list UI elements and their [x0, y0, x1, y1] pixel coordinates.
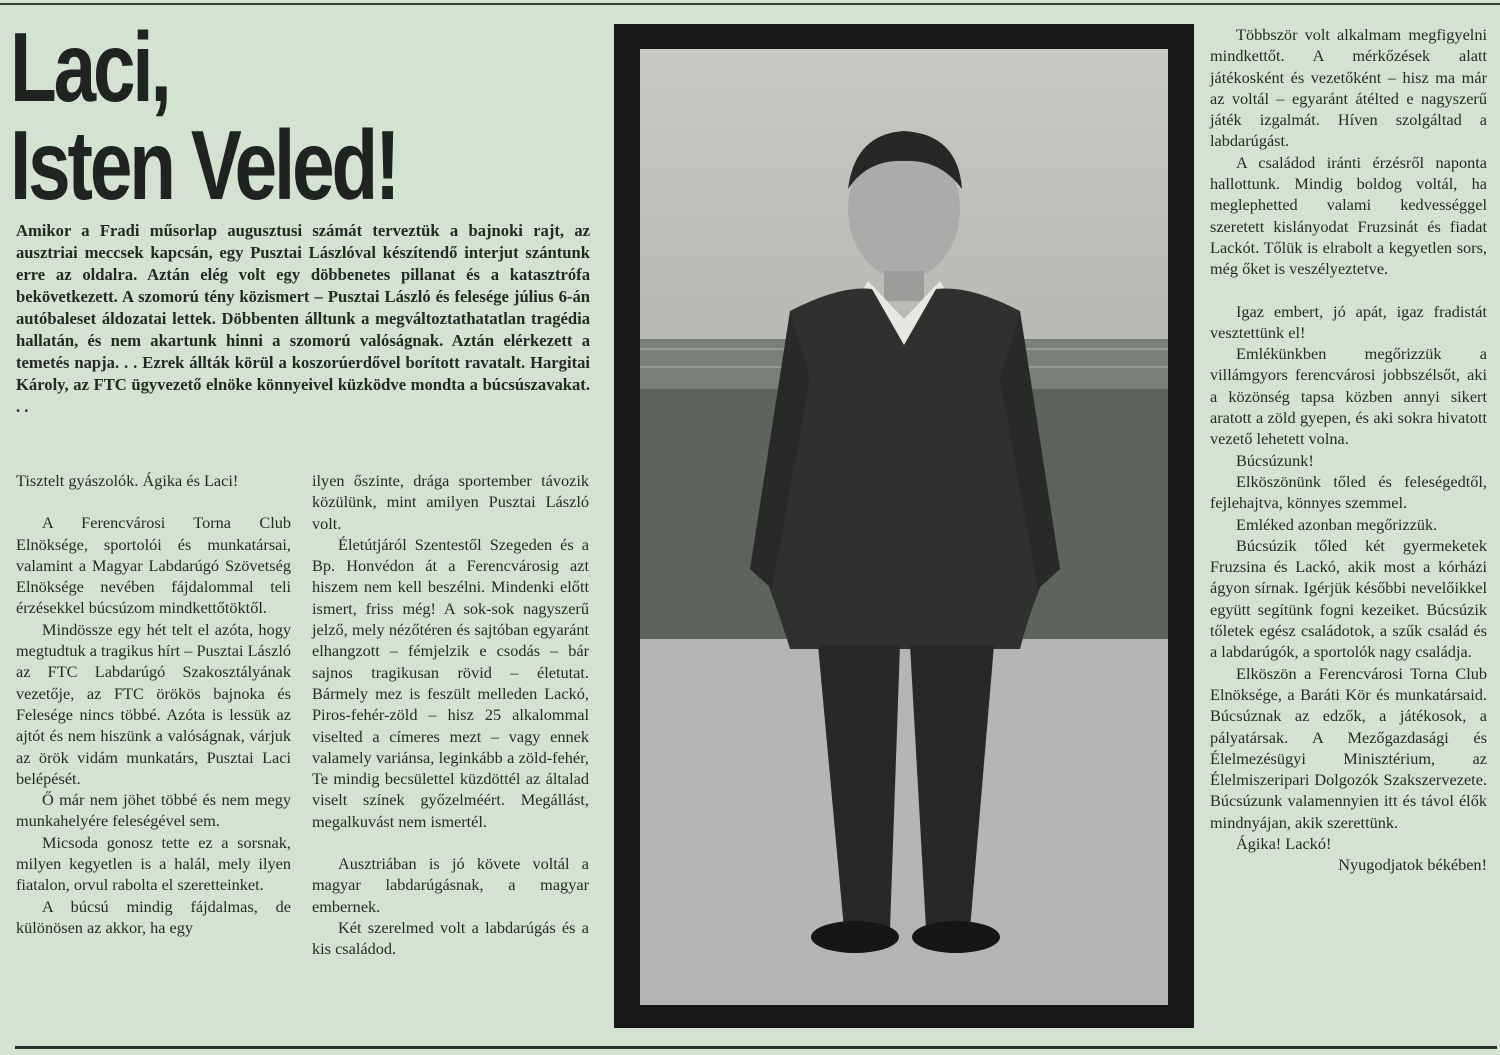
paragraph: A búcsú mindig fájdalmas, de különösen az akkor, ha egy: [16, 896, 291, 937]
text-column-3: [1210, 24, 1487, 876]
portrait-photo: [640, 49, 1168, 1005]
paragraph: Elköszön a Ferencvárosi Torna Club Elnöksége, a Baráti Kör és munkatársaid. Búcsúznak az edzők, a játékosok, a pályatársak. A Mezőgazdasági és Élelmezésügyi Minisztérium, az Élelmiszeripari Dolgozók Szakszervezete. Búcsúzunk valamennyien itt és távol élők mindnyájan, akik szerettünk.: [1210, 663, 1487, 832]
headline: [10, 12, 478, 220]
paragraph: Igaz embert, jó apát, igaz fradistát vesztettünk el!: [1210, 301, 1487, 342]
paragraph: Emlékünkben megőrizzük a villámgyors ferencvárosi jobbszélsőt, aki a közönség tapsa közben annyi sikert aratott a zöld gyepen, és aki sokra hivatott vezető lehetett volna.: [1210, 344, 1487, 449]
paragraph: Ő már nem jöhet többé és nem megy munkahelyére feleségével sem.: [16, 790, 291, 831]
paragraph: Mindössze egy hét telt el azóta, hogy megtudtuk a tragikus hírt – Pusztai László az FTC Labdarúgó Szakosztályának vezetője, az FTC örökös bajnoka és Felesége nincs többé. Azóta is lessük az ajtót és nem hiszünk a valóságnak, várjuk az örök vidám munkatárs, Pusztai Laci belépését.: [16, 619, 291, 788]
headline-line-1: Laci,: [10, 12, 169, 122]
top-rule: [0, 3, 1500, 5]
salutation: Tisztelt gyászolók. Ágika és Laci!: [16, 471, 239, 490]
photo-frame: [614, 24, 1194, 1028]
paragraph: Életútjáról Szentestől Szegeden és a Bp. Honvédon át a Ferencvárosig azt hiszem nem kell beszélni. Mindenki előtt ismert, friss még! A sok-sok nagyszerű jelző, mely nézőtéren és sajtóban egyaránt elhangzott – fémjelzik e csodás – bár sajnos tragikusan rövid – életutat. Bármely mez is feszült melleden Lackó, Piros-fehér-zöld – hisz 25 alkalommal viselted a címeres mezt – vagy ennek valamely variánsa, leginkább a zöld-fehér, Te mindig becsülettel küzdöttél az általad viselt színek győzelméért. Megállást, megalkuvást nem ismertél.: [312, 534, 589, 831]
text-column-2: [312, 470, 589, 960]
text-column-1: [16, 470, 291, 938]
paragraph: A Ferencvárosi Torna Club Elnöksége, sportolói és munkatársai, valamint a Magyar Labdarúgó Szövetség Elnöksége nevében fájdalommal teli érzésekkel búcsúzom mindkettőtöktől.: [16, 513, 291, 618]
paragraph: Búcsúzik tőled két gyermeketek Fruzsina és Lackó, akik most a kórházi ágyon sírnak. Igérjük későbbi nevelőikkel együtt segítünk fogni kezeiket. Búcsúzik tőletek egész családotok, a szűk család és a labdarúgók, a sportolók nagy családja.: [1210, 535, 1487, 662]
paragraph: Többször volt alkalmam megfigyelni mindkettőt. A mérkőzések alatt játékosként és vezetőként – hisz ma már az voltál – egyaránt átélted e nagyszerű játék izgalmát. Híven szolgáltad a labdarúgást.: [1210, 25, 1487, 151]
paragraph: Ágika! Lackó!: [1236, 833, 1332, 853]
paragraph: Micsoda gonosz tette ez a sorsnak, milyen kegyetlen is a halál, mely ilyen fiatalon, orvul rabolta el szeretteinket.: [16, 832, 291, 895]
paragraph: A családod iránti érzésről naponta hallottunk. Mindig boldog voltál, ha meglephetted valami kedvességgel szeretett kislányodat Fruzsinát és fiadat Lackót. Tőlük is elrabolt a kegyetlen sors, még őket is veszélyeztetve.: [1210, 152, 1487, 279]
paragraph: ilyen őszinte, drága sportember távozik közülünk, mint amilyen Pusztai László volt.: [312, 471, 589, 533]
closing-line: Nyugodjatok békében!: [1338, 855, 1487, 875]
paragraph: Búcsúzunk!: [1236, 450, 1314, 470]
paragraph: Emléked azonban megőrizzük.: [1236, 514, 1438, 534]
bottom-rule: [15, 1046, 1497, 1049]
portrait-figure: [640, 49, 1168, 1005]
headline-line-2: Isten Veled!: [10, 110, 398, 220]
paragraph: Két szerelmed volt a labdarúgás és a kis családod.: [312, 917, 589, 959]
paragraph: Elköszönünk tőled és feleségedtől, fejlehajtva, könnyes szemmel.: [1210, 471, 1487, 513]
lead-paragraph: Amikor a Fradi műsorlap augusztusi számát terveztük a bajnoki rajt, az ausztriai meccsek kapcsán, egy Pusztai Lászlóval készítendő interjut szántunk erre az oldalra. Aztán elég volt egy döbbenetes pillanat és a katasztrófa bekövetkezett. A szomorú tény közismert – Pusztai László és felesége július 6-án autóbaleset áldozatai lettek. Döbbenten álltunk a megváltoztathatatlan tragédia hallatán, és nem akartunk hinni a szomorú valóságnak. Aztán elérkezett a temetés napja. . . Ezrek állták körül a koszorúerdővel borított ravatalt. Hargitai Károly, az FTC ügyvezető elnöke könnyeivel küzködve mondta a búcsúszavakat. . .: [16, 221, 590, 416]
paragraph: Ausztriában is jó követe voltál a magyar labdarúgásnak, a magyar embernek.: [312, 854, 589, 916]
